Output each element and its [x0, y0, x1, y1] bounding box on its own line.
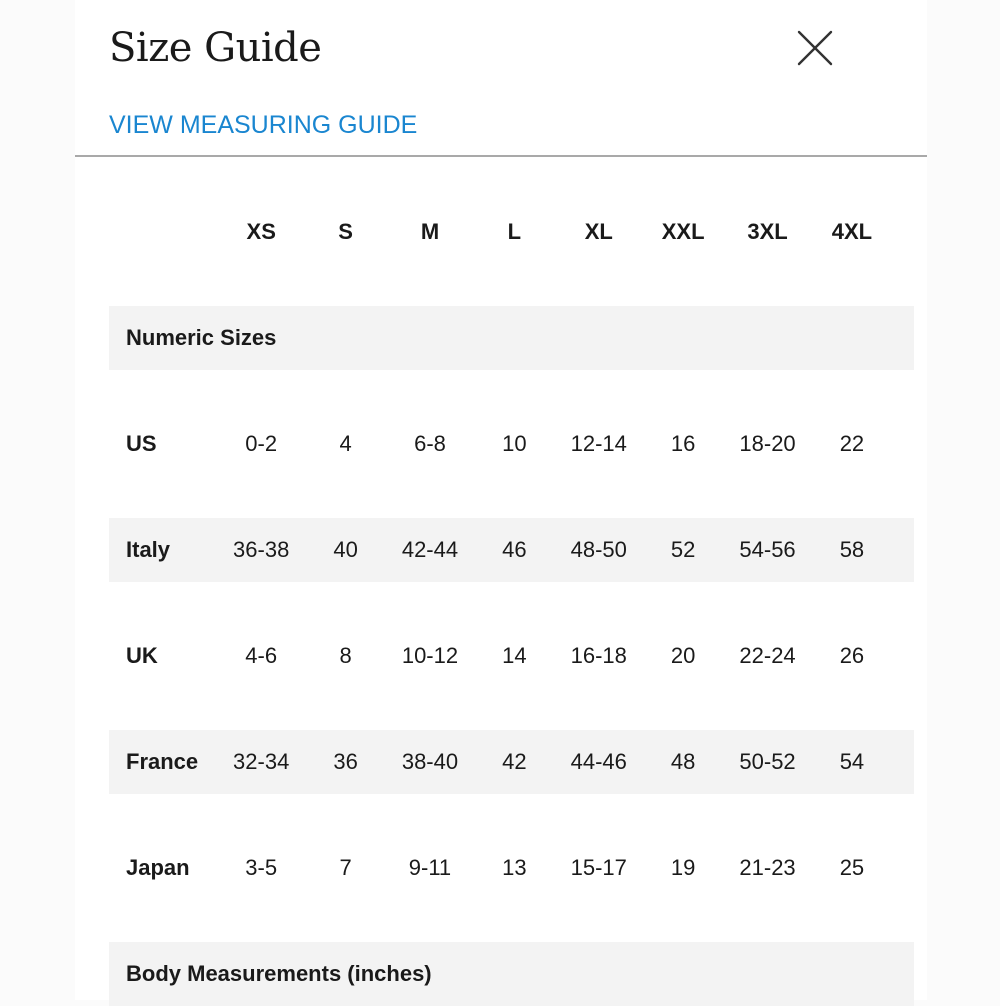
table-cell: 32-34	[233, 749, 290, 774]
table-cell: 44-46	[570, 749, 627, 774]
view-measuring-guide-link[interactable]: VIEW MEASURING GUIDE	[109, 111, 418, 139]
table-cell: 6-8	[414, 431, 446, 456]
row-label: Japan	[126, 855, 190, 880]
table-row-us	[109, 391, 914, 497]
body-measurements-section: Body Measurements (inches)	[109, 942, 914, 1006]
table-cell: 25	[839, 855, 865, 880]
table-cell: 16	[670, 431, 696, 456]
table-cell: 3-5	[245, 855, 278, 880]
size-header-xs: XS	[246, 219, 276, 244]
table-cell: 48	[670, 749, 696, 774]
table-cell: 50-52	[739, 749, 796, 774]
table-cell: 54	[839, 749, 865, 774]
size-header-l: L	[507, 219, 522, 244]
table-cell: 16-18	[570, 643, 627, 668]
size-header-4xl: 4XL	[831, 219, 873, 244]
table-cell: 40	[333, 537, 358, 562]
table-cell: 14	[502, 643, 527, 668]
table-row-france	[109, 730, 914, 794]
close-button[interactable]	[795, 28, 835, 68]
table-cell: 21-23	[739, 855, 796, 880]
table-cell: 22-24	[739, 643, 796, 668]
size-guide-dialog	[75, 0, 927, 1000]
table-cell: 7	[339, 855, 352, 880]
header-divider	[75, 155, 927, 157]
size-header-s: S	[338, 219, 353, 244]
table-cell: 36-38	[233, 537, 290, 562]
table-cell: 20	[670, 643, 696, 668]
row-label: UK	[126, 643, 158, 668]
table-row-italy	[109, 518, 914, 582]
size-header-row	[109, 178, 914, 286]
table-row-japan	[109, 815, 914, 921]
table-cell: 46	[502, 537, 527, 562]
table-cell: 52	[670, 537, 696, 562]
table-cell: 4-6	[245, 643, 278, 668]
table-cell: 8	[339, 643, 352, 668]
table-cell: 0-2	[245, 431, 278, 456]
table-cell: 12-14	[570, 431, 627, 456]
size-header-3xl: 3XL	[747, 219, 788, 244]
close-icon	[795, 28, 835, 68]
table-cell: 10-12	[401, 643, 459, 668]
table-cell: 9-11	[408, 855, 452, 880]
size-header-xxl: XXL	[661, 219, 705, 244]
row-label: Italy	[126, 537, 171, 562]
table-cell: 42	[502, 749, 527, 774]
table-cell: 48-50	[570, 537, 627, 562]
table-cell: 13	[502, 855, 527, 880]
row-label: France	[126, 749, 199, 774]
size-header-xl: XL	[584, 219, 613, 244]
dialog-title: Size Guide	[109, 25, 322, 71]
table-cell: 19	[670, 855, 696, 880]
table-cell: 15-17	[570, 855, 627, 880]
table-cell: 54-56	[739, 537, 796, 562]
table-cell: 18-20	[739, 431, 796, 456]
table-cell: 58	[839, 537, 865, 562]
row-label: US	[126, 431, 157, 456]
table-cell: 10	[502, 431, 527, 456]
table-cell: 42-44	[401, 537, 459, 562]
size-table	[109, 178, 914, 1006]
numeric-sizes-section: Numeric Sizes	[109, 306, 914, 370]
table-cell: 4	[339, 431, 352, 456]
table-cell: 26	[839, 643, 865, 668]
table-cell: 38-40	[401, 749, 459, 774]
table-row-uk	[109, 603, 914, 709]
size-header-m: M	[420, 219, 440, 244]
table-cell: 36	[333, 749, 358, 774]
table-cell: 22	[839, 431, 865, 456]
